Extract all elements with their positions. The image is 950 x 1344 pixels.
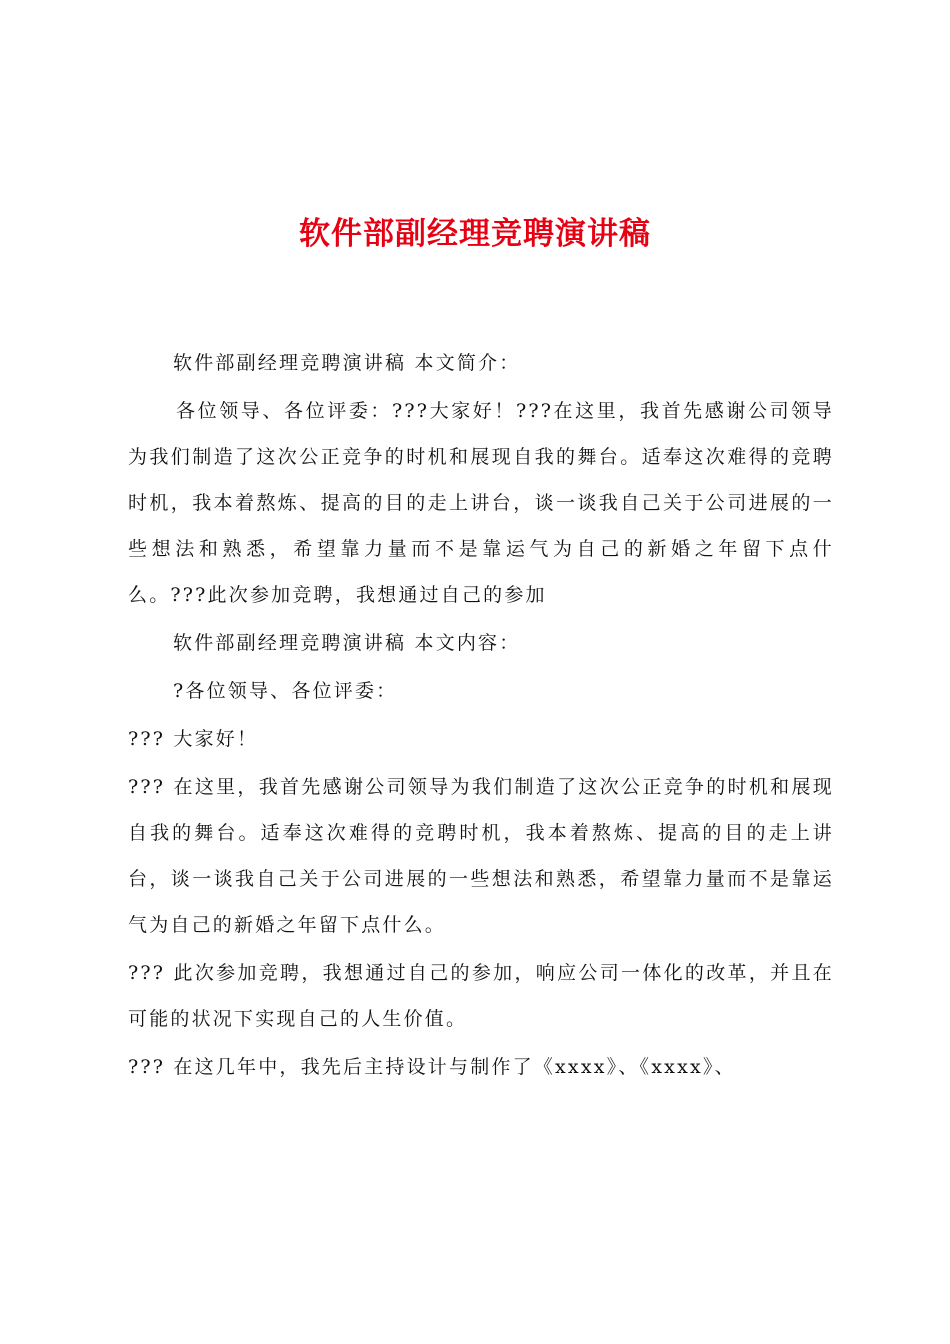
document-title: 软件部副经理竞聘演讲稿 (299, 216, 651, 252)
intro-summary: 各位领导、各位评委：???大家好！???在这里，我首先感谢公司领导为我们制造了这次公正竞争的时机和展现自我的舞台。适奉这次难得的竞聘时机，我本着熬炼、提高的目的走上讲台，谈一谈我自己关于公司进展的一些想法和熟悉，希望靠力量而不是靠运气为自己的新婚之年留下点什么。???此次参加竞聘，我想通过自己的参加 (128, 400, 834, 606)
content-heading: 软件部副经理竞聘演讲稿 本文内容： (173, 632, 521, 654)
body-paragraph: ??? 在这几年中，我先后主持设计与制作了《xxxx》、《xxxx》、 (128, 1056, 736, 1078)
greeting: ??? 大家好！ (128, 728, 259, 750)
salutation: ?各位领导、各位评委： (173, 680, 398, 702)
intro-heading: 软件部副经理竞聘演讲稿 本文简介： (173, 352, 521, 374)
body-paragraph: ??? 此次参加竞聘，我想通过自己的参加，响应公司一体化的改革，并且在可能的状况下实现自己的人生价值。 (128, 962, 834, 1030)
body-paragraph: ??? 在这里，我首先感谢公司领导为我们制造了这次公正竞争的时机和展现自我的舞台。适奉这次难得的竞聘时机，我本着熬炼、提高的目的走上讲台，谈一谈我自己关于公司进展的一些想法和熟悉，希望靠力量而不是靠运气为自己的新婚之年留下点什么。 (128, 776, 834, 936)
document-body (128, 340, 834, 1092)
